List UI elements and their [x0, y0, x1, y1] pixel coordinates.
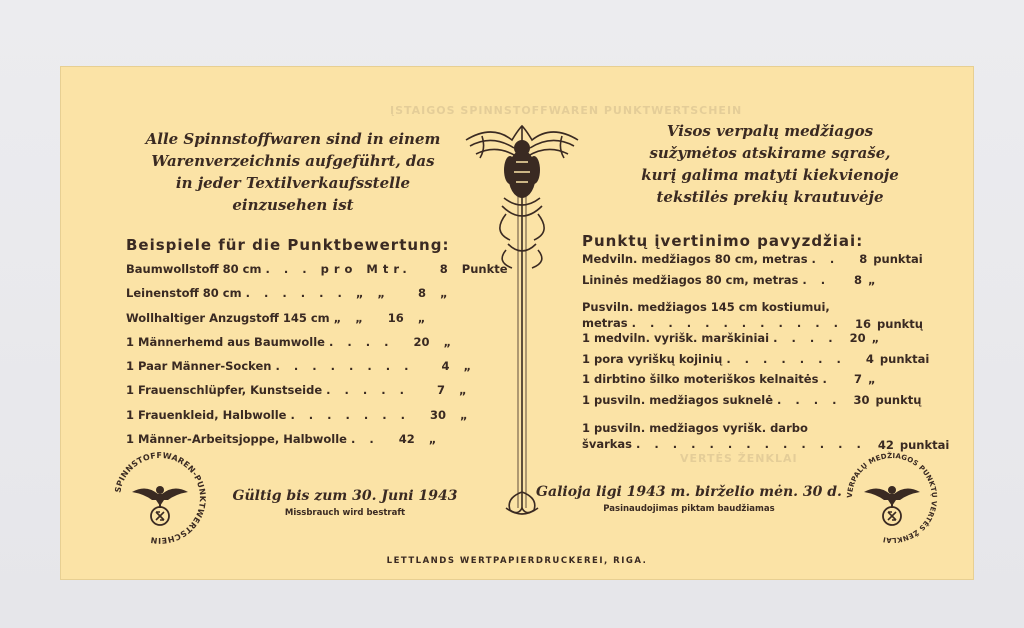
- german-seal-stamp: [110, 448, 210, 548]
- item-leader: . .: [802, 272, 831, 287]
- item-name: 1 medviln. vyrišk. marškiniai: [582, 331, 770, 346]
- lithuanian-intro: [600, 120, 940, 208]
- item-unit: Punkte: [461, 262, 508, 276]
- item-unit: „: [439, 286, 448, 301]
- list-item: [582, 252, 924, 273]
- german-examples-title: Beispiele für die Punktbewertung:: [126, 236, 450, 254]
- item-name: Wollhaltiger Anzugstoff 145 cm: [126, 310, 330, 325]
- item-name: Pusviln. medžiagos 145 cm kostiumui,: [582, 300, 830, 315]
- item-points: 8: [853, 272, 862, 287]
- item-leader: . .: [350, 432, 379, 447]
- list-item: [582, 273, 924, 294]
- item-leader: . . . .: [777, 392, 842, 407]
- item-leader: . . . . . . . . . . . . .: [636, 436, 866, 451]
- wheat-ornament-icon: [462, 122, 582, 522]
- lithuanian-point-list: [582, 252, 950, 452]
- item-unit: punktai: [879, 351, 930, 366]
- item-points: 7: [853, 372, 862, 387]
- list-item: [582, 393, 924, 414]
- item-points: 8: [859, 252, 868, 266]
- item-points: 8: [439, 262, 448, 276]
- german-point-list: [126, 262, 508, 456]
- list-item: [582, 293, 924, 331]
- item-name: 1 pusviln. medžiagos suknelė: [582, 392, 774, 407]
- printer-imprint: LETTLANDS WERTPAPIERDRUCKEREI, RIGA.: [386, 556, 648, 566]
- item-name: Leinenstoff 80 cm: [126, 286, 242, 301]
- item-leader: . . . . . . .: [290, 407, 411, 422]
- german-validity: [232, 488, 458, 518]
- validity-date: Gültig bis zum 30. Juni 1943: [232, 488, 458, 504]
- svg-text:SPINNSTOFFWAREN-PUNKTWERTSCHEI: SPINNSTOFFWAREN-PUNKTWERTSCHEIN: [113, 450, 208, 546]
- item-points: 16: [855, 317, 872, 332]
- lithuanian-intro-line: tekstilės prekių krautuvėje: [656, 188, 884, 206]
- lithuanian-seal-stamp: [842, 448, 942, 548]
- item-name: Lininės medžiagos 80 cm, metras: [582, 272, 799, 287]
- lithuanian-intro-line: kurį galima matyti kiekvienoje: [641, 166, 899, 184]
- item-unit: „: [460, 407, 468, 422]
- item-leader: „ „: [333, 310, 368, 325]
- item-points: 8: [417, 286, 426, 301]
- german-intro: [118, 128, 468, 216]
- list-item: [126, 262, 508, 286]
- lithuanian-intro-line: sužymėtos atskirame sąraše,: [649, 144, 891, 162]
- list-item: [126, 408, 466, 432]
- item-points: 30: [853, 392, 870, 407]
- item-name: Baumwollstoff 80 cm: [126, 262, 262, 276]
- item-leader: . . . . . . „ „: [245, 286, 390, 301]
- item-name: 1 Frauenschlüpfer, Kunstseide: [126, 383, 323, 398]
- item-name: 1 pusviln. medžiagos vyrišk. darbo: [582, 420, 808, 435]
- german-intro-line: in jeder Textilverkaufsstelle: [175, 174, 411, 192]
- item-leader: . . . . .: [326, 383, 409, 398]
- item-name-continued: metras: [582, 316, 628, 331]
- item-unit: „: [417, 310, 426, 325]
- list-item: [582, 372, 924, 393]
- item-unit: punktų: [875, 392, 922, 407]
- ration-coupon: [60, 66, 974, 580]
- item-leader: . . . . . . . .: [275, 359, 414, 374]
- item-unit: „: [871, 331, 880, 346]
- item-unit: „: [868, 372, 876, 387]
- svg-text:VERPALŲ MEDŽIAGOS PUNKTŲ VERTĖ: VERPALŲ MEDŽIAGOS PUNKTŲ VERTĖS ŽENKLAI: [845, 451, 939, 545]
- list-item: [582, 414, 950, 452]
- item-unit: „: [463, 359, 472, 374]
- item-name: 1 pora vyriškų kojinių: [582, 351, 723, 366]
- item-unit: „: [443, 334, 452, 349]
- item-leader: . . . pro Mtr.: [265, 262, 412, 276]
- item-name: Medviln. medžiagos 80 cm, metras: [582, 252, 808, 266]
- lithuanian-validity: [534, 484, 844, 514]
- list-item: [126, 383, 466, 407]
- list-item: [126, 311, 466, 335]
- bleed-through-text: VERTĖS ŽENKLAI: [680, 452, 798, 465]
- list-item: [582, 331, 924, 352]
- eagle-seal-icon: [110, 448, 210, 548]
- item-unit: punktų: [877, 317, 923, 332]
- item-unit: „: [428, 432, 437, 447]
- german-intro-line: Warenverzeichnis aufgeführt, das: [151, 152, 435, 170]
- item-name-continued: švarkas: [582, 436, 633, 451]
- eagle-seal-icon: [842, 448, 942, 548]
- list-item: [582, 351, 930, 373]
- item-name: 1 Paar Männer-Socken: [126, 359, 272, 374]
- list-item: [126, 335, 466, 359]
- lithuanian-intro-line: Visos verpalų medžiagos: [666, 122, 874, 140]
- bleed-through-text: ĮSTAIGOS SPINNSTOFFWAREN PUNKTWERTSCHEIN: [390, 104, 743, 117]
- item-leader: . . . .: [328, 334, 394, 349]
- item-leader: . . . . . . . . . . . .: [631, 316, 844, 331]
- item-points: 20: [413, 334, 430, 349]
- german-intro-line: Alle Spinnstoffwaren sind in einem: [145, 130, 441, 148]
- validity-date: Galioja ligi 1943 m. birželio mėn. 30 d.: [536, 484, 842, 500]
- lithuanian-examples-title: Punktų įvertinimo pavyzdžiai:: [582, 232, 864, 250]
- item-leader: . . . .: [773, 331, 838, 346]
- item-points: 42: [877, 437, 894, 452]
- item-unit: „: [459, 383, 467, 398]
- item-leader: . .: [811, 252, 840, 266]
- german-intro-line: einzusehen ist: [232, 196, 354, 214]
- item-points: 4: [865, 351, 874, 366]
- item-points: 16: [387, 310, 404, 325]
- item-unit: punktai: [873, 252, 923, 266]
- item-name: 1 dirbtino šilko moteriškos kelnaitės: [582, 372, 819, 387]
- item-points: 4: [441, 359, 450, 374]
- misuse-warning: Pasinaudojimas piktam baudžiamas: [603, 504, 775, 514]
- item-name: 1 Frauenkleid, Halbwolle: [126, 407, 287, 422]
- item-unit: „: [868, 272, 876, 287]
- list-item: [126, 286, 466, 310]
- item-points: 20: [849, 331, 866, 346]
- misuse-warning: Missbrauch wird bestraft: [284, 508, 406, 518]
- item-points: 30: [430, 407, 447, 422]
- item-leader: . . . . . . .: [726, 351, 846, 366]
- item-name: 1 Männer-Arbeitsjoppe, Halbwolle: [126, 432, 347, 447]
- item-points: 7: [436, 383, 445, 398]
- list-item: [126, 359, 472, 383]
- item-points: 42: [398, 432, 415, 447]
- item-leader: .: [822, 372, 832, 387]
- item-unit: punktai: [899, 437, 950, 452]
- item-name: 1 Männerhemd aus Baumwolle: [126, 334, 325, 349]
